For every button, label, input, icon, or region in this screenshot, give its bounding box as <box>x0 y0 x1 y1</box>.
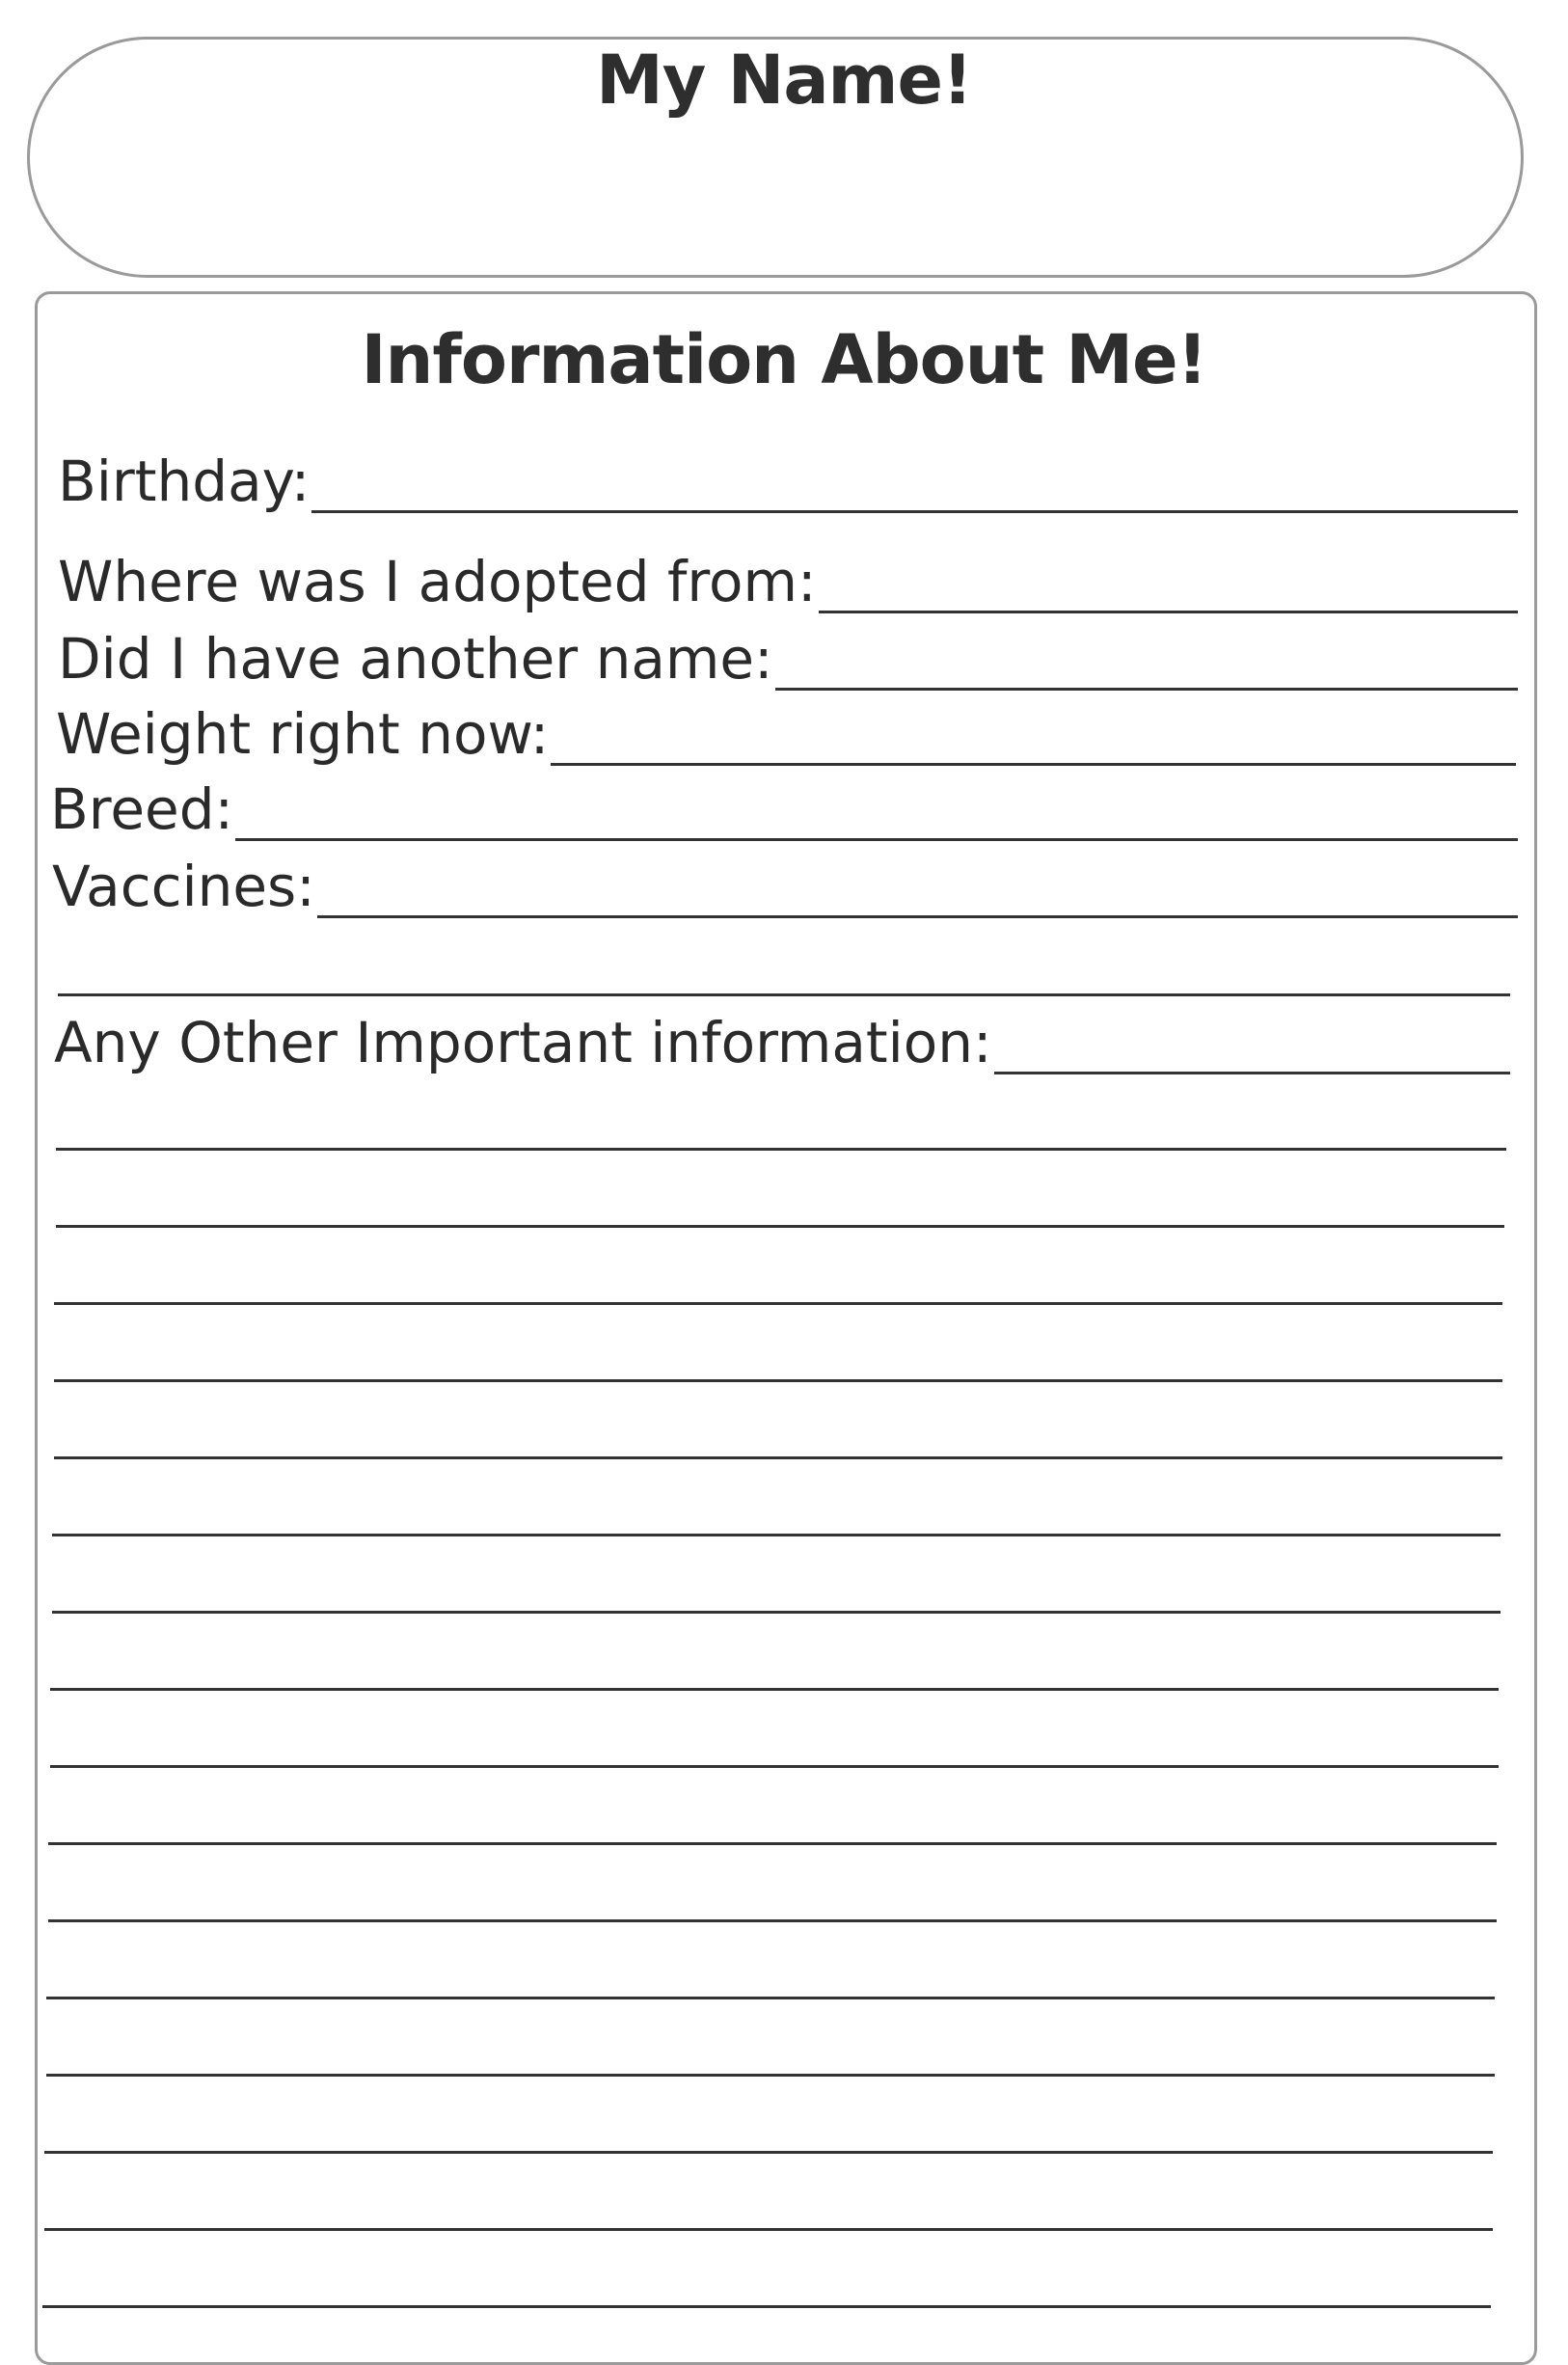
other-name-field[interactable] <box>58 613 1518 691</box>
writing-line[interactable] <box>48 1919 1497 1922</box>
vaccines-field[interactable] <box>52 841 1518 918</box>
name-heading: My Name! <box>596 41 972 120</box>
writing-line[interactable] <box>48 1842 1497 1845</box>
other-info-line[interactable] <box>994 1072 1510 1074</box>
writing-line[interactable] <box>52 1534 1500 1536</box>
writing-line[interactable] <box>54 1456 1502 1459</box>
writing-line[interactable] <box>52 1611 1500 1614</box>
adopted-from-field[interactable] <box>58 536 1518 613</box>
breed-field[interactable] <box>50 764 1518 841</box>
writing-line[interactable] <box>46 2074 1495 2077</box>
birthday-field[interactable] <box>58 436 1518 513</box>
other-info-label: Any Other Important information: <box>54 1010 992 1075</box>
vaccines-label: Vaccines: <box>52 854 315 919</box>
weight-field[interactable] <box>56 689 1516 766</box>
breed-label: Breed: <box>50 776 234 842</box>
adopted-from-label: Where was I adopted from: <box>58 549 817 614</box>
info-heading: Information About Me! <box>361 320 1207 399</box>
vaccines-line[interactable] <box>317 915 1518 918</box>
writing-line[interactable] <box>54 1302 1502 1305</box>
birthday-line[interactable] <box>311 510 1518 513</box>
other-info-field[interactable] <box>54 997 1510 1074</box>
other-name-label: Did I have another name: <box>58 626 773 692</box>
writing-line[interactable] <box>42 2305 1491 2308</box>
writing-line[interactable] <box>56 1148 1506 1151</box>
birthday-label: Birthday: <box>58 449 311 514</box>
writing-line[interactable] <box>56 1225 1504 1228</box>
writing-line[interactable] <box>44 2151 1493 2154</box>
writing-line[interactable] <box>44 2228 1493 2231</box>
vaccines-continuation-line[interactable] <box>58 993 1510 996</box>
writing-line[interactable] <box>50 1765 1499 1768</box>
writing-line[interactable] <box>54 1379 1502 1382</box>
writing-line[interactable] <box>46 1997 1495 1999</box>
weight-label: Weight right now: <box>56 701 550 767</box>
writing-line[interactable] <box>50 1688 1499 1691</box>
